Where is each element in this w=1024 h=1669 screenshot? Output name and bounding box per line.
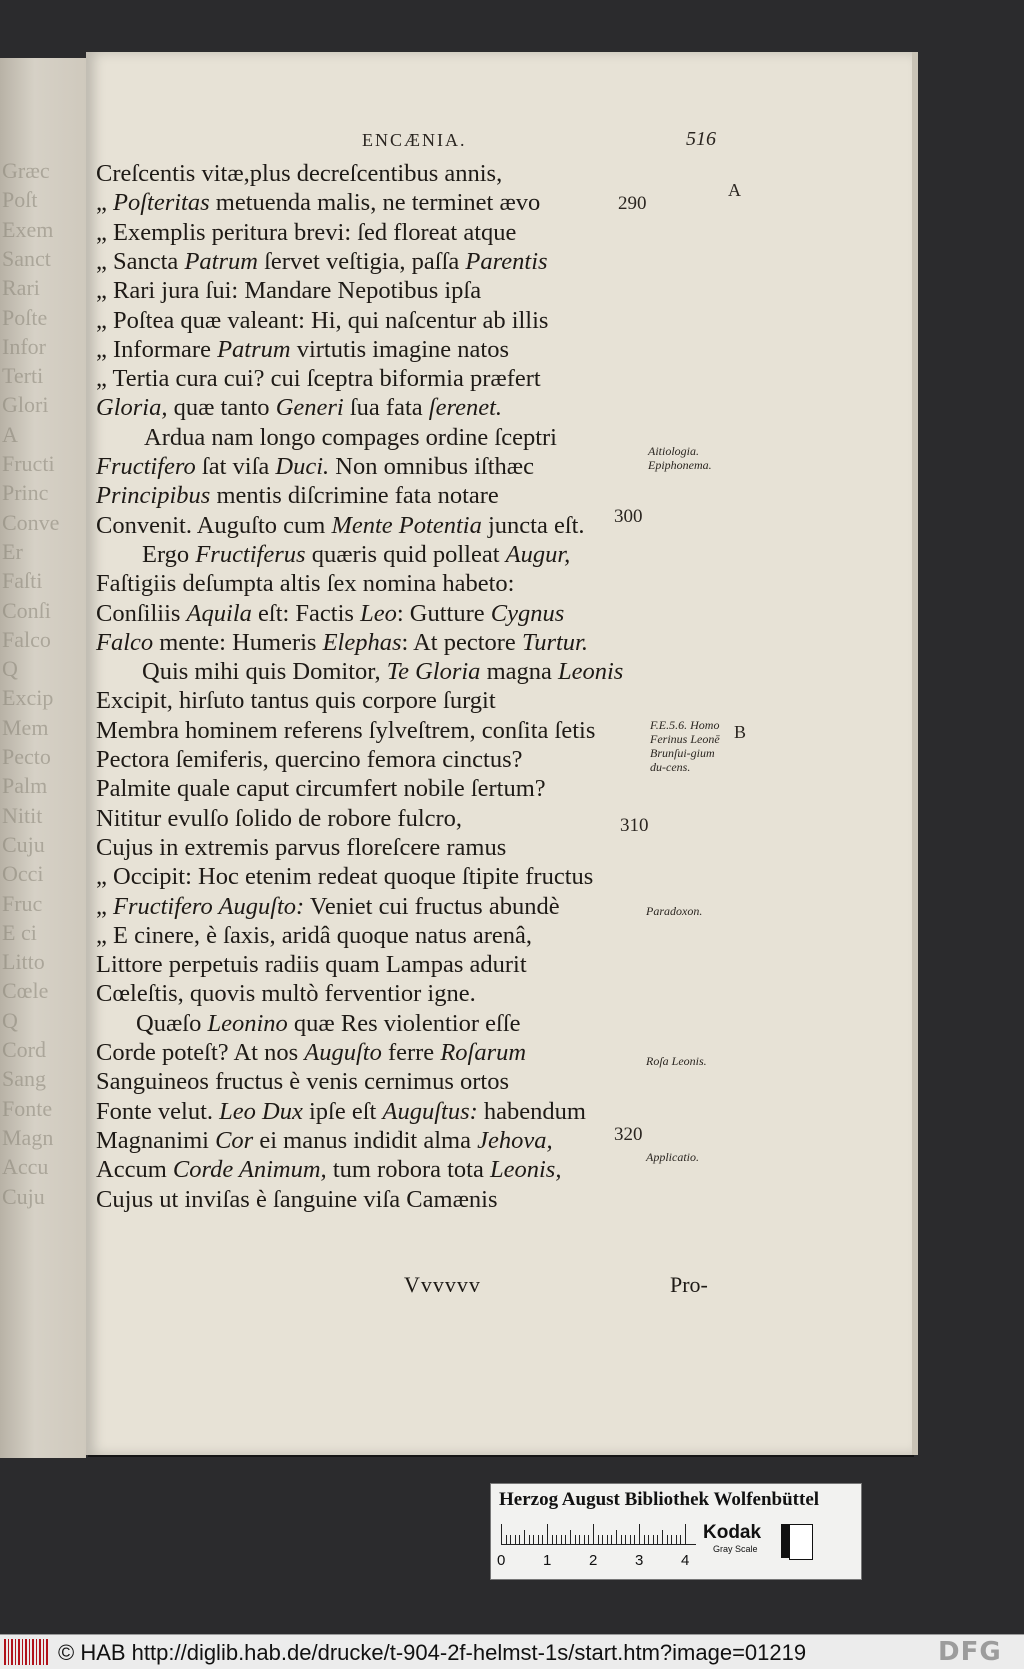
line-text: Palmite quale caput circumfert nobile ſertum? (96, 775, 546, 803)
italic-word: Leonino (207, 1009, 288, 1037)
poem-line (96, 451, 534, 482)
color-scale-card (490, 1483, 862, 1580)
show-through-text: Cuju (2, 1183, 45, 1209)
show-through-text: Exem (2, 216, 54, 242)
ruler-tick (639, 1524, 640, 1544)
ruler-tick (598, 1535, 599, 1544)
poem-line (96, 568, 514, 599)
ruler-tick (607, 1535, 608, 1544)
italic-word: Leonis, (489, 1156, 562, 1184)
show-through-text: Cuju (2, 831, 45, 857)
poem-line (96, 715, 595, 746)
line-text: Membra hominem referens ſylveſtrem, conſita ſetis (96, 716, 596, 744)
italic-word: Elephas (322, 628, 402, 656)
italic-word: Poſteritas (113, 189, 210, 217)
line-text: „ Occipit: Hoc etenim redeat quoque ſtipite fructus (96, 863, 594, 891)
ruler-tick (565, 1535, 566, 1544)
ruler-number: 2 (589, 1552, 598, 1569)
ruler-tick (533, 1535, 534, 1544)
poem-line (96, 217, 516, 248)
white-patch (789, 1524, 813, 1560)
poem-line (136, 1008, 521, 1039)
ruler-number: 4 (681, 1552, 690, 1569)
show-through-text: Accu (2, 1154, 49, 1180)
poem-line (96, 158, 502, 189)
ruler-tick (676, 1535, 677, 1544)
line-text: ſua fata (343, 394, 429, 422)
show-through-text: Mem (2, 714, 49, 740)
italic-word: Turtur. (521, 628, 588, 656)
line-text: „ Informare (96, 335, 218, 363)
ruler-tick (529, 1535, 530, 1544)
ruler-tick (653, 1535, 654, 1544)
italic-word: Gloria, (96, 394, 168, 422)
italic-word: Falco (96, 628, 154, 656)
italic-word: Auguſtus: (382, 1097, 478, 1125)
line-text: „ Tertia cura cui? cui ſceptra biformia præfert (96, 365, 541, 393)
show-through-text: Rari (2, 275, 40, 301)
line-text: Excipit, hirſuto tantus quis corpore ſurgit (96, 687, 496, 715)
line-text: „ (96, 189, 113, 217)
line-text: Cujus in extremis parvus floreſcere ramus (96, 833, 507, 861)
poem-line (142, 656, 623, 687)
ruler-tick (662, 1530, 663, 1544)
italic-word: Principibus (96, 482, 211, 510)
line-text: : At pectore (401, 628, 522, 656)
margin-note: F.E.5.6. Homo Ferinus Leonē Brunſui-gium du-cens. (650, 718, 720, 774)
line-text: „ (96, 892, 113, 920)
show-through-text: Nitit (2, 802, 43, 828)
line-number: 310 (620, 815, 649, 836)
ruler-tick (616, 1530, 617, 1544)
page-number: 516 (686, 128, 716, 150)
italic-word: Fructifero (96, 453, 196, 480)
gray-scale-label: Gray Scale (713, 1544, 758, 1554)
poem-line (96, 510, 585, 541)
italic-word: Patrum (217, 335, 291, 363)
ruler-number: 1 (543, 1552, 552, 1569)
poem-line (96, 920, 532, 951)
poem-line (96, 978, 476, 1009)
line-text: Fonte velut. (96, 1097, 220, 1125)
ruler-tick (680, 1535, 681, 1544)
poem-line (96, 392, 502, 423)
poem-line (96, 246, 548, 277)
line-text: quæ Res violentior eſſe (287, 1009, 521, 1037)
italic-word: Duci. (275, 453, 330, 480)
ruler-tick (685, 1524, 686, 1544)
line-text: Faſtigiis deſumpta altis ſex nomina habeto: (96, 570, 515, 598)
show-through-text: Fructi (2, 451, 55, 476)
line-number: 290 (618, 193, 647, 214)
line-text: juncta eſt. (481, 511, 585, 539)
poem-line (96, 187, 540, 218)
line-text: ei manus indidit alma (253, 1126, 478, 1154)
show-through-text: Er (2, 538, 23, 564)
poem-line (142, 539, 570, 570)
show-through-text: Litto (2, 949, 45, 975)
line-text: ipſe eſt (302, 1097, 383, 1125)
show-through-text: Infor (2, 333, 46, 359)
kodak-logo: Kodak (703, 1522, 762, 1543)
margin-note: Paradoxon. (646, 904, 703, 918)
poem-line (144, 422, 557, 453)
italic-word: Aquila (186, 599, 252, 627)
italic-word: Cor (215, 1126, 254, 1154)
ruler-tick (644, 1535, 645, 1544)
dfg-logo: DFG (938, 1637, 1002, 1667)
ruler-tick (584, 1535, 585, 1544)
ruler (501, 1522, 696, 1545)
show-through-text: Glori (2, 392, 49, 418)
poem-line (96, 480, 499, 511)
line-text: eſt: Factis (251, 599, 361, 627)
ruler-tick (621, 1535, 622, 1544)
ruler-tick (671, 1535, 672, 1544)
show-through-text: Græc (2, 158, 50, 183)
line-text: quæris quid polleat (305, 540, 506, 568)
ruler-tick (515, 1535, 516, 1544)
show-through-text: Poſte (2, 304, 48, 330)
line-text: „ Sancta (96, 247, 185, 275)
line-text: ſat viſa (195, 453, 276, 480)
line-text: ſervet veſtigia, paſſa (257, 247, 466, 275)
line-number: 300 (614, 506, 643, 527)
line-text: mente: Humeris (153, 628, 323, 656)
poem-line (96, 1037, 526, 1068)
poem-line (96, 334, 509, 365)
line-text: Creſcentis vitæ,plus decreſcentibus annis, (96, 160, 503, 187)
italic-word: Fructiferus (195, 540, 306, 568)
show-through-text: Pecto (2, 744, 51, 769)
footer-bar (0, 1634, 1024, 1669)
italic-word: Leo (360, 599, 397, 627)
show-through-text: Terti (2, 363, 44, 389)
italic-word: Te Gloria (386, 658, 481, 686)
italic-word: Mente Potentia (331, 511, 482, 539)
line-text: Cujus ut inviſas è ſanguine viſa Camænis (96, 1185, 498, 1213)
show-through-text: Excip (2, 685, 54, 711)
italic-word: Fructifero Auguſto: (113, 892, 305, 920)
italic-word: Leonis (558, 658, 624, 686)
ruler-tick (556, 1535, 557, 1544)
margin-note: Roſa Leonis. (646, 1054, 707, 1068)
poem-line (96, 598, 564, 629)
line-text: Quis mihi quis Domitor, (142, 658, 387, 686)
show-through-text: Princ (2, 480, 49, 506)
section-mark: A (728, 180, 741, 200)
ruler-tick (602, 1535, 603, 1544)
ruler-tick (579, 1535, 580, 1544)
show-through-text: Magn (2, 1124, 54, 1150)
show-through-text: Conſi (2, 597, 51, 623)
line-text: virtutis imagine natos (290, 335, 510, 363)
line-text: mentis diſcrimine fata notare (210, 482, 499, 510)
running-head: ENCÆNIA. (362, 130, 467, 150)
line-text: quæ tanto (167, 394, 276, 422)
ruler-tick (501, 1524, 502, 1544)
show-through-text: Cœle (2, 978, 49, 1004)
line-text: Ergo (142, 540, 196, 568)
line-text: Littore perpetuis radiis quam Lampas adurit (96, 951, 527, 979)
show-through-text: Palm (2, 773, 48, 799)
show-through-text: Fruc (2, 890, 43, 916)
page-edge (912, 52, 918, 1455)
show-through-text: Q (2, 656, 18, 682)
ruler-tick (588, 1535, 589, 1544)
show-through-text: Faſti (2, 568, 43, 594)
line-number: 320 (614, 1124, 643, 1145)
show-through-text: Cord (2, 1037, 46, 1062)
margin-note: Aitiologia. Epiphonema. (648, 444, 712, 472)
ruler-number: 3 (635, 1552, 644, 1569)
line-text: metuenda malis, ne terminet ævo (209, 189, 541, 217)
line-text: Corde poteſt? At nos (96, 1039, 305, 1066)
line-text: Sanguineos fructus è venis cernimus ortos (96, 1068, 510, 1096)
line-text: Pectora ſemiferis, quercino femora cinctus? (96, 746, 523, 773)
show-through-text: Poſt (2, 187, 38, 213)
ruler-tick (667, 1535, 668, 1544)
show-through-text: Fonte (2, 1095, 53, 1121)
line-text: Non omnibus iſthæc (329, 453, 535, 480)
show-through-text: Q (2, 1007, 18, 1033)
ruler-tick (634, 1535, 635, 1544)
italic-word: Roſarum (440, 1039, 527, 1066)
poem-line (96, 891, 560, 922)
show-through-text: A (2, 421, 18, 447)
poem-line (96, 1184, 498, 1215)
facing-page-edge (0, 58, 86, 1458)
line-text: : Gutture (396, 599, 491, 627)
italic-word: Leo Dux (219, 1097, 303, 1125)
poem-line (96, 1066, 509, 1097)
ruler-tick (538, 1535, 539, 1544)
line-text: Cœleſtis, quovis multò ferventior igne. (96, 980, 476, 1008)
ruler-tick (575, 1535, 576, 1544)
ruler-tick (657, 1535, 658, 1544)
line-text: Ardua nam longo compages ordine ſceptri (144, 423, 557, 451)
italic-word: Generi (275, 394, 344, 422)
ruler-tick (630, 1535, 631, 1544)
ruler-tick (547, 1524, 548, 1544)
poem-line (96, 1096, 586, 1127)
ruler-tick (648, 1535, 649, 1544)
poem-line (96, 744, 523, 775)
line-text: magna (480, 658, 558, 686)
line-text: ferre (381, 1039, 441, 1066)
italic-word: Jehova, (477, 1126, 553, 1154)
line-text: Accum (96, 1156, 173, 1184)
poem-line (96, 1125, 553, 1156)
ruler-tick (570, 1530, 571, 1544)
italic-word: Corde Animum, (172, 1156, 327, 1184)
line-text: Nititur evulſo ſolido de robore fulcro, (96, 804, 463, 832)
footer-url[interactable]: © HAB http://diglib.hab.de/drucke/t-904-2f-helmst-1s/start.htm?image=01219 (58, 1640, 807, 1665)
poem-line (96, 832, 506, 863)
line-text: Quæſo (136, 1009, 208, 1037)
show-through-text: E ci (2, 919, 37, 945)
show-through-text: Falco (2, 626, 51, 652)
ruler-tick (625, 1535, 626, 1544)
line-text: Conſiliis (96, 599, 187, 627)
margin-note: Applicatio. (646, 1150, 699, 1164)
italic-word: Augur, (505, 540, 571, 568)
poem-line (96, 363, 541, 394)
ruler-tick (510, 1535, 511, 1544)
line-text: „ Rari jura ſui: Mandare Nepotibus ipſa (96, 277, 482, 305)
poem-line (96, 861, 593, 892)
line-text: Magnanimi (96, 1126, 216, 1154)
line-text: „ Poſtea quæ valeant: Hi, qui naſcentur ab illis (96, 306, 549, 334)
ruler-tick (593, 1524, 594, 1544)
ruler-tick (542, 1535, 543, 1544)
poem-line (96, 275, 481, 306)
poem-line (96, 1154, 561, 1185)
poem-line (96, 803, 462, 834)
signature-mark: Vvvvvv (404, 1272, 481, 1297)
ruler-tick (561, 1535, 562, 1544)
show-through-text: Sang (2, 1066, 46, 1092)
ruler-tick (519, 1535, 520, 1544)
italic-word: Auguſto (304, 1039, 382, 1066)
poem-line (96, 305, 548, 336)
italic-word: Patrum (184, 247, 258, 275)
italic-word: Parentis (465, 247, 548, 275)
ruler-tick (552, 1535, 553, 1544)
poem-line (96, 627, 588, 658)
ruler-tick (524, 1530, 525, 1544)
ruler-tick (506, 1535, 507, 1544)
ruler-tick (611, 1535, 612, 1544)
section-mark: B (734, 722, 747, 742)
line-text: Convenit. Auguſto cum (96, 511, 332, 539)
italic-word: Cygnus (490, 599, 565, 627)
show-through-text: Occi (2, 861, 44, 887)
poem-line (96, 685, 496, 716)
hab-barcode-icon (4, 1639, 48, 1665)
line-text: „ E cinere, è ſaxis, aridâ quoque natus arenâ, (96, 921, 533, 949)
poem-line (96, 949, 527, 980)
line-text: tum robora tota (326, 1156, 490, 1184)
library-label: Herzog August Bibliothek Wolfenbüttel (499, 1489, 820, 1510)
catchword: Pro- (670, 1272, 708, 1297)
italic-word: ſerenet. (428, 394, 503, 422)
line-text: habendum (477, 1097, 586, 1125)
poem-line (96, 773, 546, 804)
show-through-text: Sanct (2, 245, 51, 271)
line-text: „ Exemplis peritura brevi: ſed floreat atque (96, 218, 517, 246)
ruler-number: 0 (497, 1552, 506, 1569)
show-through-text: Conve (2, 509, 60, 535)
line-text: Veniet cui fructus abundè (304, 892, 560, 920)
